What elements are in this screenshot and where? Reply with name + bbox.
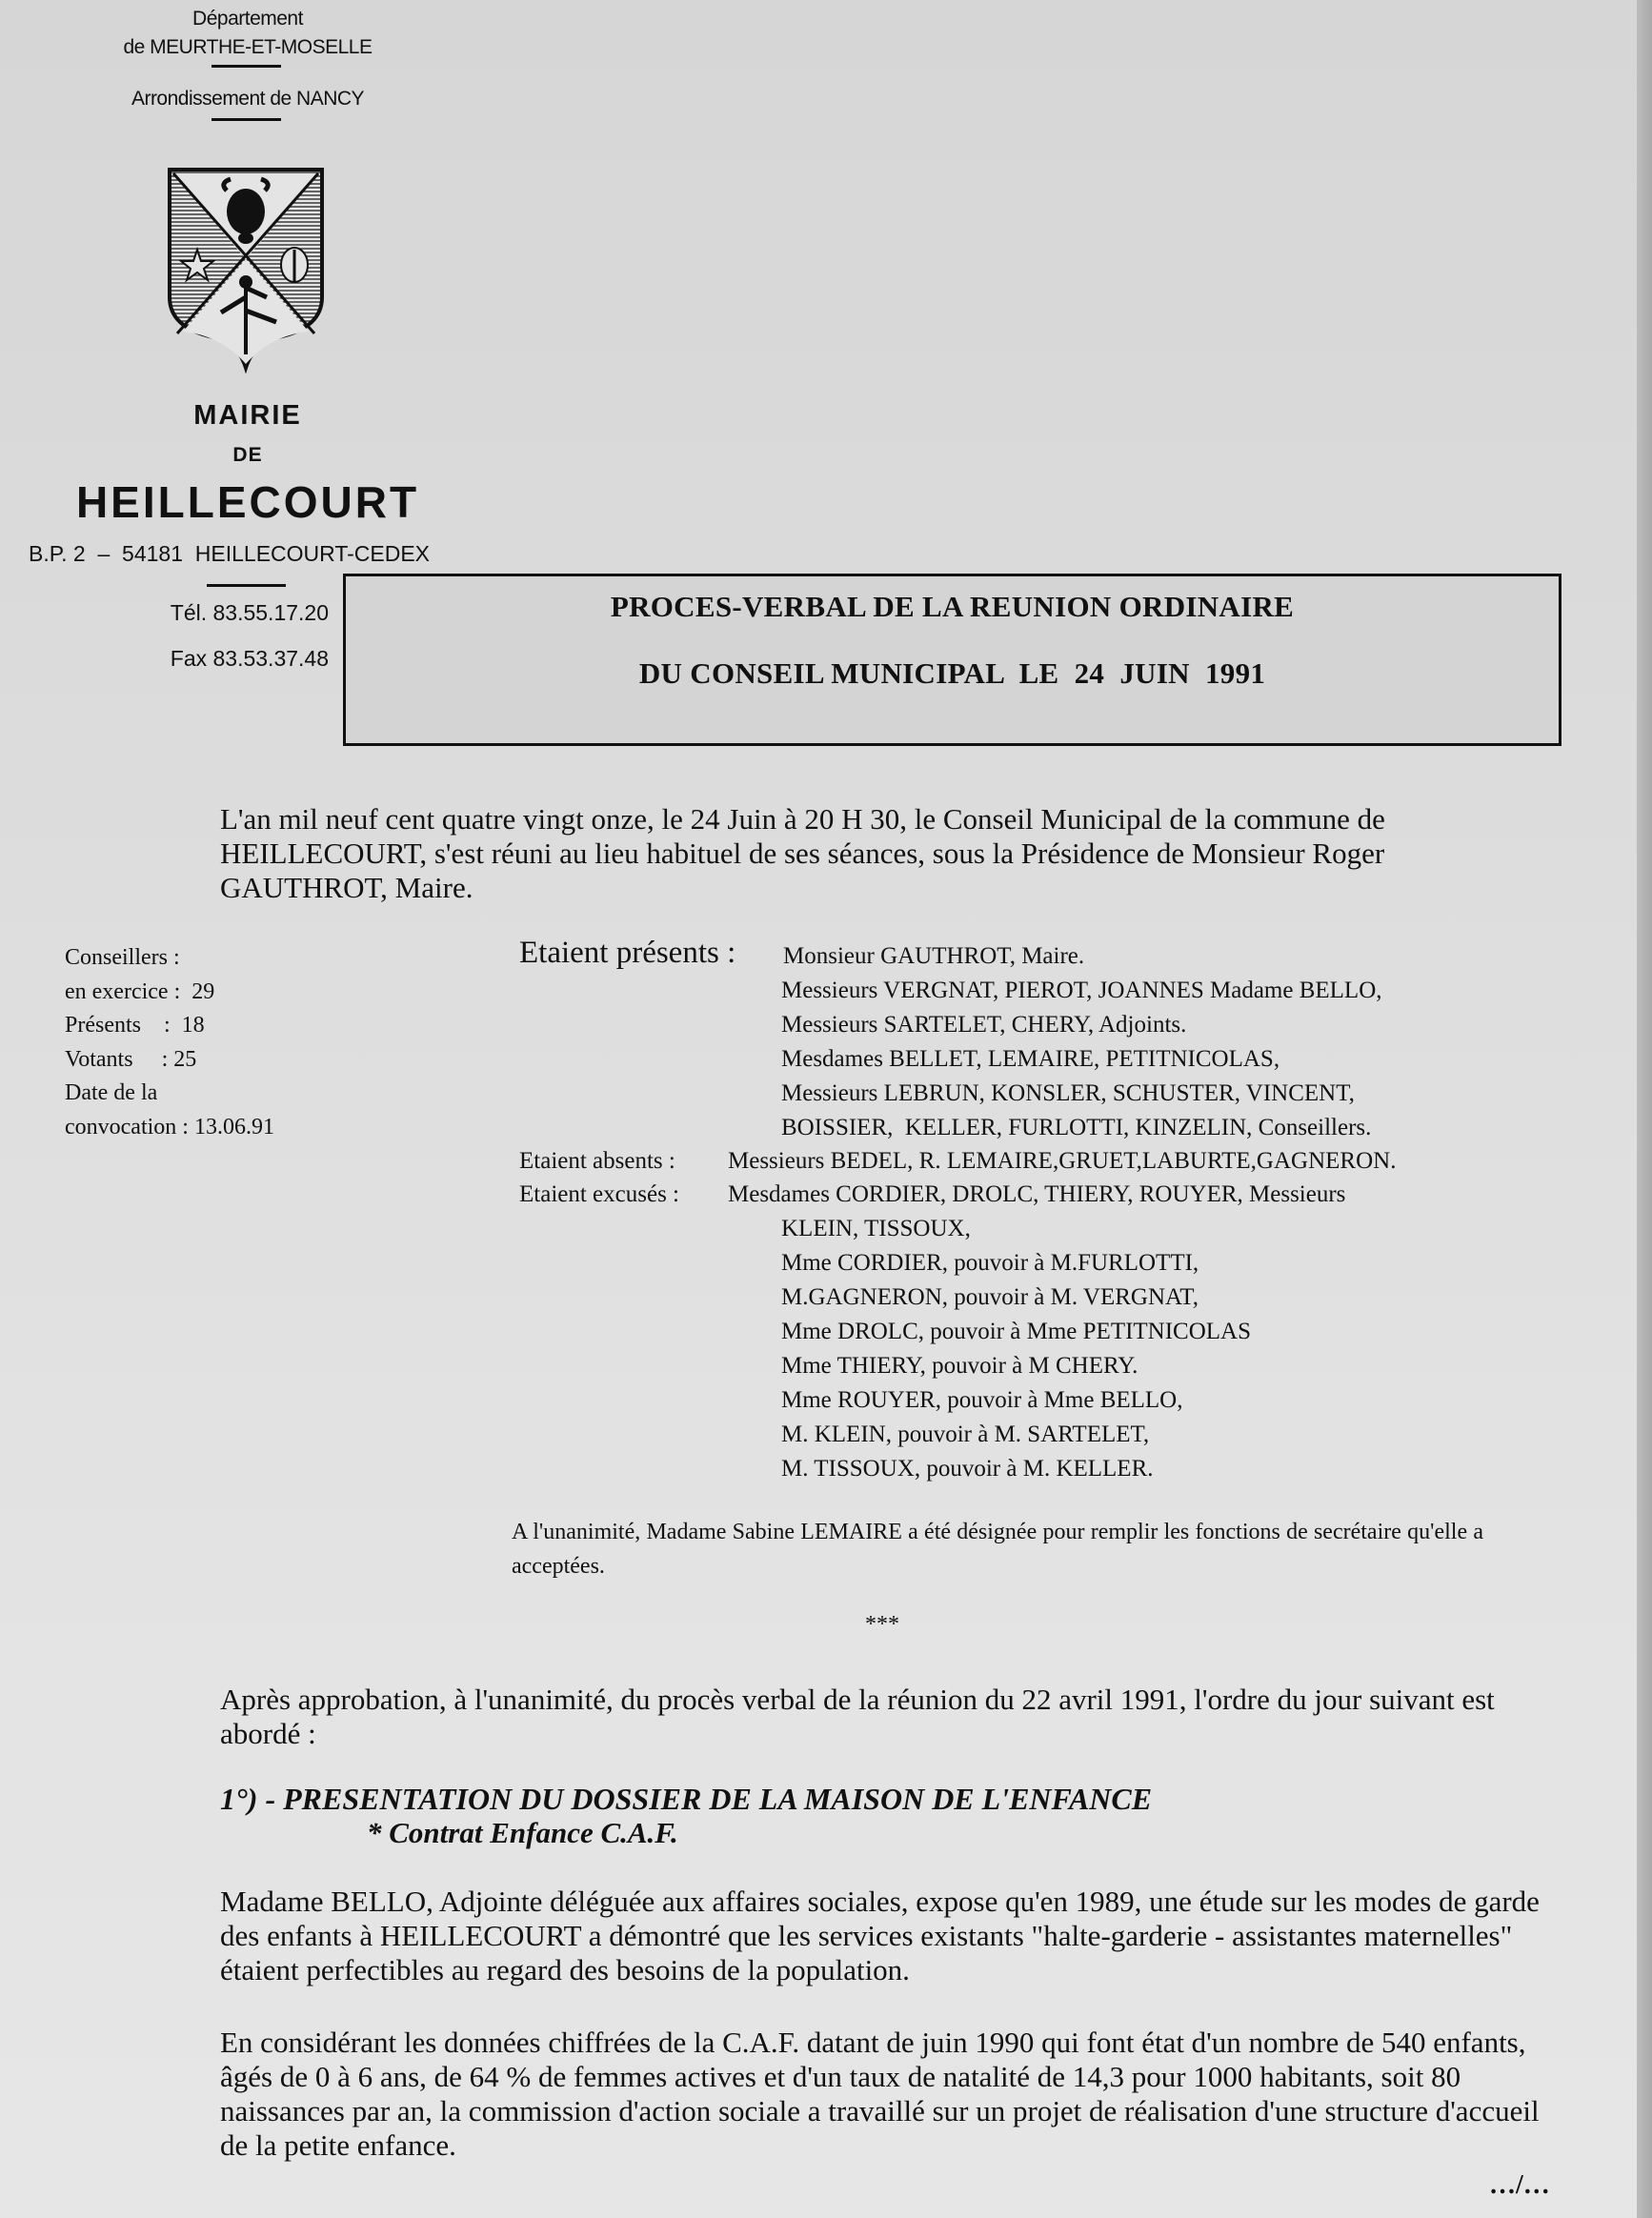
divider (207, 584, 286, 587)
proxy-line: M. TISSOUX, pouvoir à M. KELLER. (781, 1456, 1154, 1482)
divider (212, 118, 281, 121)
proxy-line: Mme ROUYER, pouvoir à Mme BELLO, (781, 1387, 1183, 1413)
continuation-marker: …/… (1489, 2170, 1550, 2200)
absents-list: Messieurs BEDEL, R. LEMAIRE,GRUET,LABURTE,GAGNERON. (728, 1148, 1397, 1174)
proxy-line: Mme DROLC, pouvoir à Mme PETITNICOLAS (781, 1319, 1252, 1344)
present-line: BOISSIER, KELLER, FURLOTTI, KINZELIN, Conseillers. (781, 1115, 1372, 1140)
proxy-line: Mme THIERY, pouvoir à M CHERY. (781, 1353, 1138, 1379)
present-line: Messieurs VERGNAT, PIEROT, JOANNES Madame BELLO, (781, 978, 1382, 1003)
stats-date-label: Date de la (65, 1080, 158, 1105)
arrondissement: Arrondissement de NANCY (131, 88, 365, 110)
fax: Fax 83.53.37.48 (170, 646, 329, 671)
separator: *** (865, 1612, 899, 1637)
present-line: Monsieur GAUTHROT, Maire. (783, 943, 1085, 969)
excuse-line: Mesdames CORDIER, DROLC, THIERY, ROUYER, Messieurs (728, 1181, 1346, 1207)
divider (212, 65, 281, 68)
telephone: Tél. 83.55.17.20 (170, 600, 329, 625)
mairie-label: MAIRIE (193, 400, 302, 431)
body-paragraph: En considérant les données chiffrées de la C.A.F. datant de juin 1990 qui font état d'un nombre de 540 enfants, âgés de 0 à 6 ans, de 64 % de femmes actives et d'un taux de natalité de 14,3 pour 1000 habitants, soit 80 naissances par an, la commission d'action sociale a travaillé sur un projet de réalisation d'une structure d'accueil de la petite enfance. (220, 2026, 1540, 2162)
title-line-2: DU CONSEIL MUNICIPAL LE 24 JUIN 1991 (638, 656, 1266, 690)
stats-votants: Votants : 25 (65, 1046, 197, 1072)
page-edge-shadow (1637, 0, 1652, 2218)
proxy-line: M. KLEIN, pouvoir à M. SARTELET, (781, 1422, 1150, 1447)
excuses-label: Etaient excusés : (519, 1181, 679, 1207)
stats-en-exercice: en exercice : 29 (65, 978, 215, 1004)
de-label: DE (232, 444, 263, 466)
stats-heading: Conseillers : (65, 945, 180, 970)
present-line: Messieurs SARTELET, CHERY, Adjoints. (781, 1012, 1187, 1038)
department-line1: Département (192, 8, 303, 30)
stats-presents: Présents : 18 (65, 1013, 205, 1038)
coat-of-arms-icon (164, 164, 328, 373)
postal-address: B.P. 2 – 54181 HEILLECOURT-CEDEX (29, 541, 431, 566)
proxy-line: M.GAGNERON, pouvoir à M. VERGNAT, (781, 1284, 1199, 1310)
city-name: HEILLECOURT (75, 477, 420, 527)
proxy-line: Mme CORDIER, pouvoir à M.FURLOTTI, (781, 1250, 1199, 1276)
absents-label: Etaient absents : (519, 1148, 675, 1174)
agenda-item-subtitle: * Contrat Enfance C.A.F. (367, 1816, 678, 1849)
agenda-item-title: 1°) - PRESENTATION DU DOSSIER DE LA MAISON DE L'ENFANCE (220, 1782, 1153, 1816)
approval-paragraph: Après approbation, à l'unanimité, du procès verbal de la réunion du 22 avril 1991, l'ordre du jour suivant est abordé : (220, 1683, 1495, 1750)
body-paragraph: Madame BELLO, Adjointe déléguée aux affaires sociales, expose qu'en 1989, une étude sur les modes de garde des enfants à HEILLECOURT a démontré que les services existants "halte-garderie - assistantes maternelles" étaient perfectibles au regard des besoins de la population. (220, 1885, 1540, 1986)
title-line-1: PROCES-VERBAL DE LA REUNION ORDINAIRE (610, 590, 1295, 623)
present-line: Messieurs LEBRUN, KONSLER, SCHUSTER, VINCENT, (781, 1080, 1355, 1106)
department-line2: de MEURTHE-ET-MOSELLE (123, 36, 373, 58)
excuse-line: KLEIN, TISSOUX, (781, 1216, 971, 1241)
title-box (343, 574, 1561, 746)
intro-paragraph: L'an mil neuf cent quatre vingt onze, le 24 Juin à 20 H 30, le Conseil Municipal de la commune de HEILLECOURT, s'est réuni au lieu habituel de ses séances, sous la Présidence de Monsieur Roger GAUTHROT, Maire. (220, 802, 1385, 904)
council-stats (65, 941, 274, 1144)
present-line: Mesdames BELLET, LEMAIRE, PETITNICOLAS, (781, 1046, 1280, 1072)
stats-convocation: convocation : 13.06.91 (65, 1114, 274, 1139)
presents-label: Etaient présents : (519, 936, 736, 970)
secretary-paragraph: A l'unanimité, Madame Sabine LEMAIRE a été désignée pour remplir les fonctions de secrétaire qu'elle a acceptées. (512, 1520, 1483, 1579)
